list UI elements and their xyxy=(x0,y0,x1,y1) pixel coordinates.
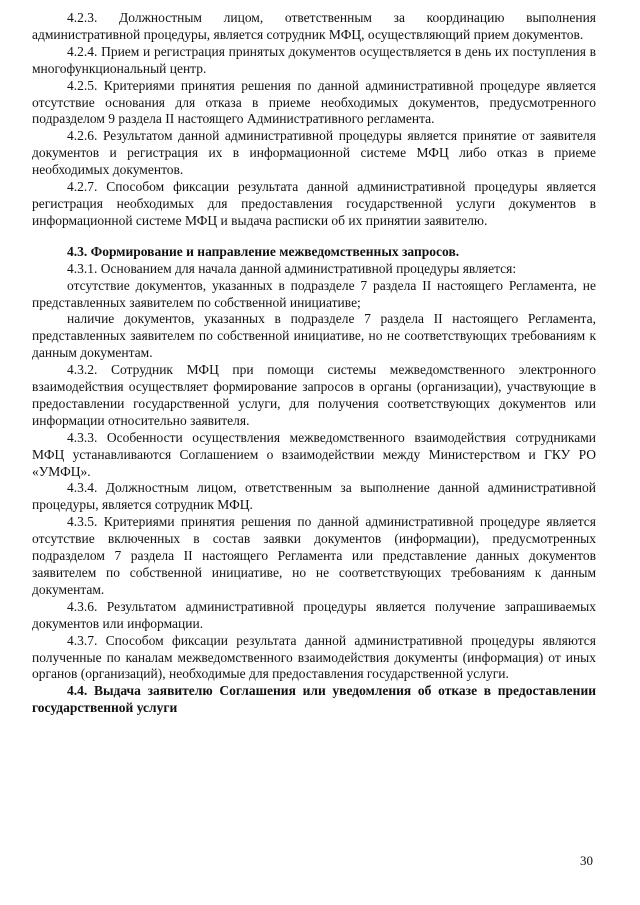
document-page xyxy=(32,10,596,717)
paragraph-4-3-3: 4.3.3. Особенности осуществления межведомственного взаимодействия сотрудниками МФЦ устанавливаются Соглашением о взаимодействии между Министерством и ГКУ РО «УМФЦ». xyxy=(32,429,596,479)
paragraph-4-2-7: 4.2.7. Способом фиксации результата данной административной процедуры является регистрация необходимых для предоставления государственной услуги документов в информационной системе МФЦ и выдача расписки об их принятии заявителю. xyxy=(32,179,596,228)
section-gap xyxy=(32,230,596,244)
paragraph-4-3-1: 4.3.1. Основанием для начала данной административной процедуры является: xyxy=(67,260,517,276)
paragraph-4-2-5: 4.2.5. Критериями принятия решения по данной административной процедуре является отсутствие основания для отказа в приеме необходимых документов, предусмотренного подразделом 9 раздела II настоящего Административного регламента. xyxy=(32,77,596,127)
paragraph-condition-absence: отсутствие документов, указанных в подразделе 7 раздела II настоящего Регламента, не представленных заявителем по собственной инициативе; xyxy=(32,277,596,310)
section-heading-4-3: 4.3. Формирование и направление межведомственных запросов. xyxy=(67,243,460,259)
paragraph-4-2-6: 4.2.6. Результатом данной административной процедуры является принятие от заявителя документов и регистрация их в информационной системе МФЦ либо отказ в приеме необходимых документов. xyxy=(32,128,596,178)
paragraph-4-2-4: 4.2.4. Прием и регистрация принятых документов осуществляется в день их поступления в многофункциональный центр. xyxy=(32,43,596,76)
page-number: 30 xyxy=(580,853,593,868)
paragraph-4-3-2: 4.3.2. Сотрудник МФЦ при помощи системы межведомственного электронного взаимодействия осуществляет формирование запросов в органы (организации), участвующие в предоставлении государственной услуги, для получения соответствующих документов или информации относительно заявителя. xyxy=(32,362,596,428)
paragraph-4-3-7: 4.3.7. Способом фиксации результата данной административной процедуры являются полученные по каналам межведомственного взаимодействия документы (информация) от иных органов (организаций), необходимые для предоставления государственной услуги. xyxy=(32,632,596,682)
section-heading-4-4: 4.4. Выдача заявителю Соглашения или уведомления об отказе в предоставлении государственной услуги xyxy=(32,683,596,716)
paragraph-4-3-5: 4.3.5. Критериями принятия решения по данной административной процедуре является отсутствие включенных в состав заявки документов (информации), предусмотренных подразделом 7 раздела II настоящего Регламента или представление данных документов заявителем по собственной инициативе, но не соответствующих требованиям к данным документам. xyxy=(32,514,596,597)
paragraph-4-3-6: 4.3.6. Результатом административной процедуры является получение запрашиваемых документов или информации. xyxy=(32,598,596,631)
paragraph-4-3-4: 4.3.4. Должностным лицом, ответственным за выполнение данной административной процедуры, является сотрудник МФЦ. xyxy=(32,480,596,513)
paragraph-4-2-3: 4.2.3. Должностным лицом, ответственным за координацию выполнения административной процедуры, является сотрудник МФЦ, осуществляющий прием документов. xyxy=(32,10,596,42)
paragraph-condition-presence: наличие документов, указанных в подразделе 7 раздела II настоящего Регламента, представленных заявителем по собственной инициативе, но не соответствующих требованиям к данным документам. xyxy=(32,311,596,361)
